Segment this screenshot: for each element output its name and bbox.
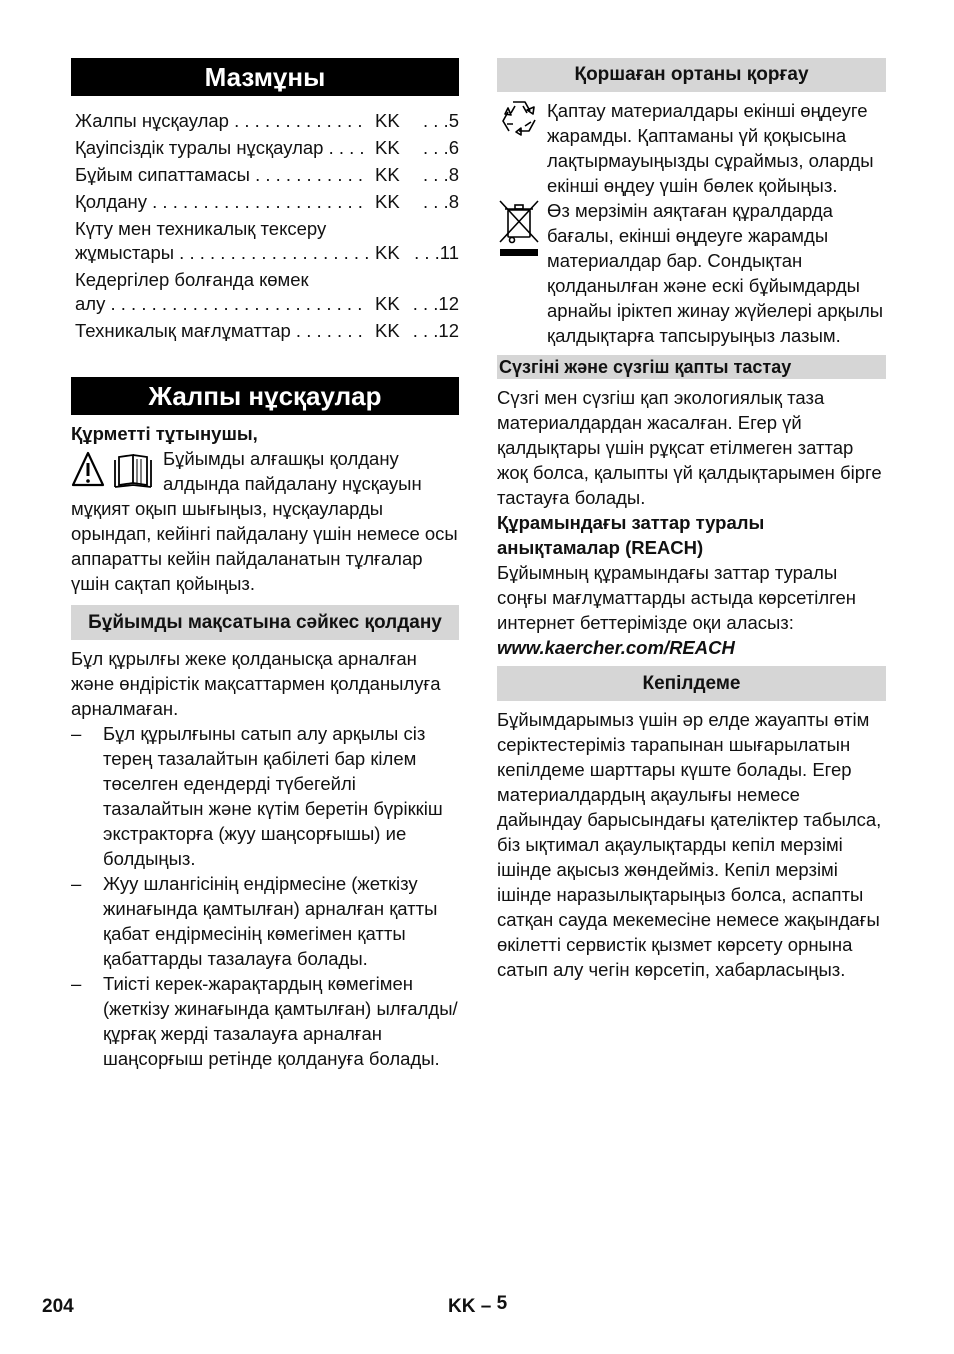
toc-page: . . . 8: [411, 163, 459, 187]
environment-heading: Қоршаған ортаны қорғау: [497, 58, 886, 92]
toc-item-description[interactable]: [75, 163, 459, 187]
footer-code: KK: [448, 1296, 476, 1317]
toc-title-line2: жұмыстары: [75, 242, 175, 263]
intro-text-first: Бұйымды алғашқы қолдану алдында пайдалану нұсқауын: [163, 448, 422, 494]
toc-title: Жалпы нұсқаулар: [75, 110, 229, 131]
toc-title: Техникалық мағлұматтар: [75, 320, 291, 341]
footer-page-number: 204: [42, 1296, 74, 1317]
disposal-block: [497, 198, 886, 348]
warranty-heading: Кепілдеме: [497, 666, 886, 701]
dash: –: [71, 873, 82, 894]
dear-customer: Құрметті тұтынушы,: [71, 423, 258, 444]
toc-code: KK: [375, 293, 400, 314]
toc-item-general[interactable]: [75, 109, 459, 133]
toc-code: KK: [375, 164, 400, 185]
list-item: [71, 871, 459, 971]
toc-code: KK: [375, 242, 400, 263]
list-item: [71, 721, 459, 871]
left-column: [71, 58, 459, 1071]
toc-item-maintenance[interactable]: [75, 217, 459, 265]
warning-icons: [71, 450, 163, 494]
table-of-contents: [71, 109, 459, 343]
reach-text: Бұйымның құрамындағы заттар туралы соңғы мағлұматтарды астыда көрсетілген интернет беттерімізде оқи аласыз:: [497, 562, 857, 633]
general-notes-heading: Жалпы нұсқаулар: [71, 377, 459, 415]
toc-page: . . . 12: [411, 319, 459, 343]
intended-use-text: Бұл құрылғы жеке қолданысқа арналған және өндірістік мақсаттармен қолданылуға арналмаған.: [71, 648, 441, 719]
recycle-icon: [497, 98, 541, 138]
wheelie-bin-icon-box: [497, 198, 547, 348]
footer-separator: –: [480, 1296, 492, 1317]
toc-title-line2: алу: [75, 293, 106, 314]
list-item-text: Бұл құрылғыны сатып алу арқылы сіз терең тазалайтын қабілеті бар кілем төселген едендерді түбегейлі тазалайтын және күтім беретін бүріккіш экстракторға (жуу шаңсорғышы) ие болдыңыз.: [103, 723, 443, 869]
filter-disposal-heading: Сүзгіні және сүзгіш қапты тастау: [497, 355, 886, 379]
toc-item-operation[interactable]: [75, 190, 459, 214]
toc-item-technical-data[interactable]: [75, 319, 459, 343]
toc-code: KK: [375, 137, 400, 158]
intended-use-heading: Бұйымды мақсатына сәйкес қолдану: [71, 605, 459, 640]
intro-paragraph: [71, 446, 459, 496]
list-item-text: Жуу шлангісінің ендірмесіне (жеткізу жинағында қамтылған) арналған қатты қабат ендірмесінің көмегімен қатты қабаттарды тазалауға болады.: [103, 873, 438, 969]
filter-disposal-text: Сүзгі мен сүзгіш қап экологиялық таза материалдардан жасалған. Егер үй қалдықтары үшін рұқсат етілмеген заттар жоқ болса, қалыпты үй қалдықтарымен бірге тастауға болады.: [497, 387, 882, 508]
toc-title: Қауіпсіздік туралы нұсқаулар: [75, 137, 324, 158]
dash: –: [71, 973, 82, 994]
toc-code: KK: [375, 191, 400, 212]
toc-code: KK: [375, 110, 400, 131]
toc-page: . . . 6: [411, 136, 459, 160]
contents-heading: Мазмұны: [71, 58, 459, 96]
toc-title-line1: Күту мен техникалық тексеру: [75, 218, 327, 239]
footer-section: [448, 1293, 508, 1318]
right-column: [497, 58, 886, 982]
intro-text-rest: мұқият оқып шығыңыз, нұсқауларды орындап, кейінгі пайдалану үшін немесе осы аппаратты кейін пайдаланатын тұлғалар үшін сақтап қойыңыз.: [71, 498, 458, 594]
uses-list: [71, 721, 459, 1071]
footer-local-page: 5: [496, 1293, 508, 1314]
toc-title-line1: Кедергілер болғанда көмек: [75, 269, 309, 290]
dash: –: [71, 723, 82, 744]
warranty-text: Бұйымдарымыз үшін әр елде жауапты өтім серіктестеріміз тарапынан шығарылатын кепілдеме шарттары күште болады. Егер материалдардың ақаулығы немесе дайындау барысындағы қателіктер табылса, біз ықтимал ақаулықтарды кепіл мерзімі ішінде ақысыз жөндейміз. Кепіл мерзімі ішінде наразылықтарыңыз болса, аспапты сатқан сауда мекемесіне немесе жақындағы өкілетті сервистік қызмет көрсету орнына сатып алу чегін көрсетіп, хабарласыңыз.: [497, 709, 882, 980]
recycle-icon-box: [497, 98, 547, 198]
toc-code: KK: [375, 320, 400, 341]
toc-title: Бұйым сипаттамасы: [75, 164, 250, 185]
list-item: [71, 971, 459, 1071]
toc-page: . . . 12: [411, 292, 459, 316]
packaging-text: Қаптау материалдары екінші өңдеуге жарамды. Қаптаманы үй қоқысына лақтырмауыңызды сұраймыз, оларды екінші өңдеу үшін бөлек қойыңыз.: [547, 100, 874, 196]
toc-page: . . . 11: [411, 241, 459, 265]
reach-heading: Құрамындағы заттар туралы анықтамалар (REACH): [497, 512, 765, 558]
toc-item-troubleshooting[interactable]: [75, 268, 459, 316]
crossed-out-bin-icon: [497, 198, 541, 262]
toc-item-safety[interactable]: [75, 136, 459, 160]
toc-title: Қолдану: [75, 191, 148, 212]
reach-link[interactable]: www.kaercher.com/REACH: [497, 637, 735, 658]
list-item-text: Тиісті керек-жарақтардың көмегімен (жеткізу жинағында қамтылған) ылғалды/құрғақ жерді тазалауға арналған шаңсорғыш ретінде қолдануға болады.: [103, 973, 458, 1069]
disposal-text: Өз мерзімін аяқтаған құралдарда бағалы, екінші өңдеуге жарамды материалдар бар. Сондықтан қолданылған және ескі бұйымдарды арнайы іріктеп жинау жүйелері арқылы қалдықтарға тапсыруыңыз лазым.: [547, 200, 884, 346]
warning-triangle-book-icon: [71, 450, 163, 490]
toc-page: . . . 5: [411, 109, 459, 133]
toc-page: . . . 8: [411, 190, 459, 214]
packaging-block: [497, 98, 886, 198]
